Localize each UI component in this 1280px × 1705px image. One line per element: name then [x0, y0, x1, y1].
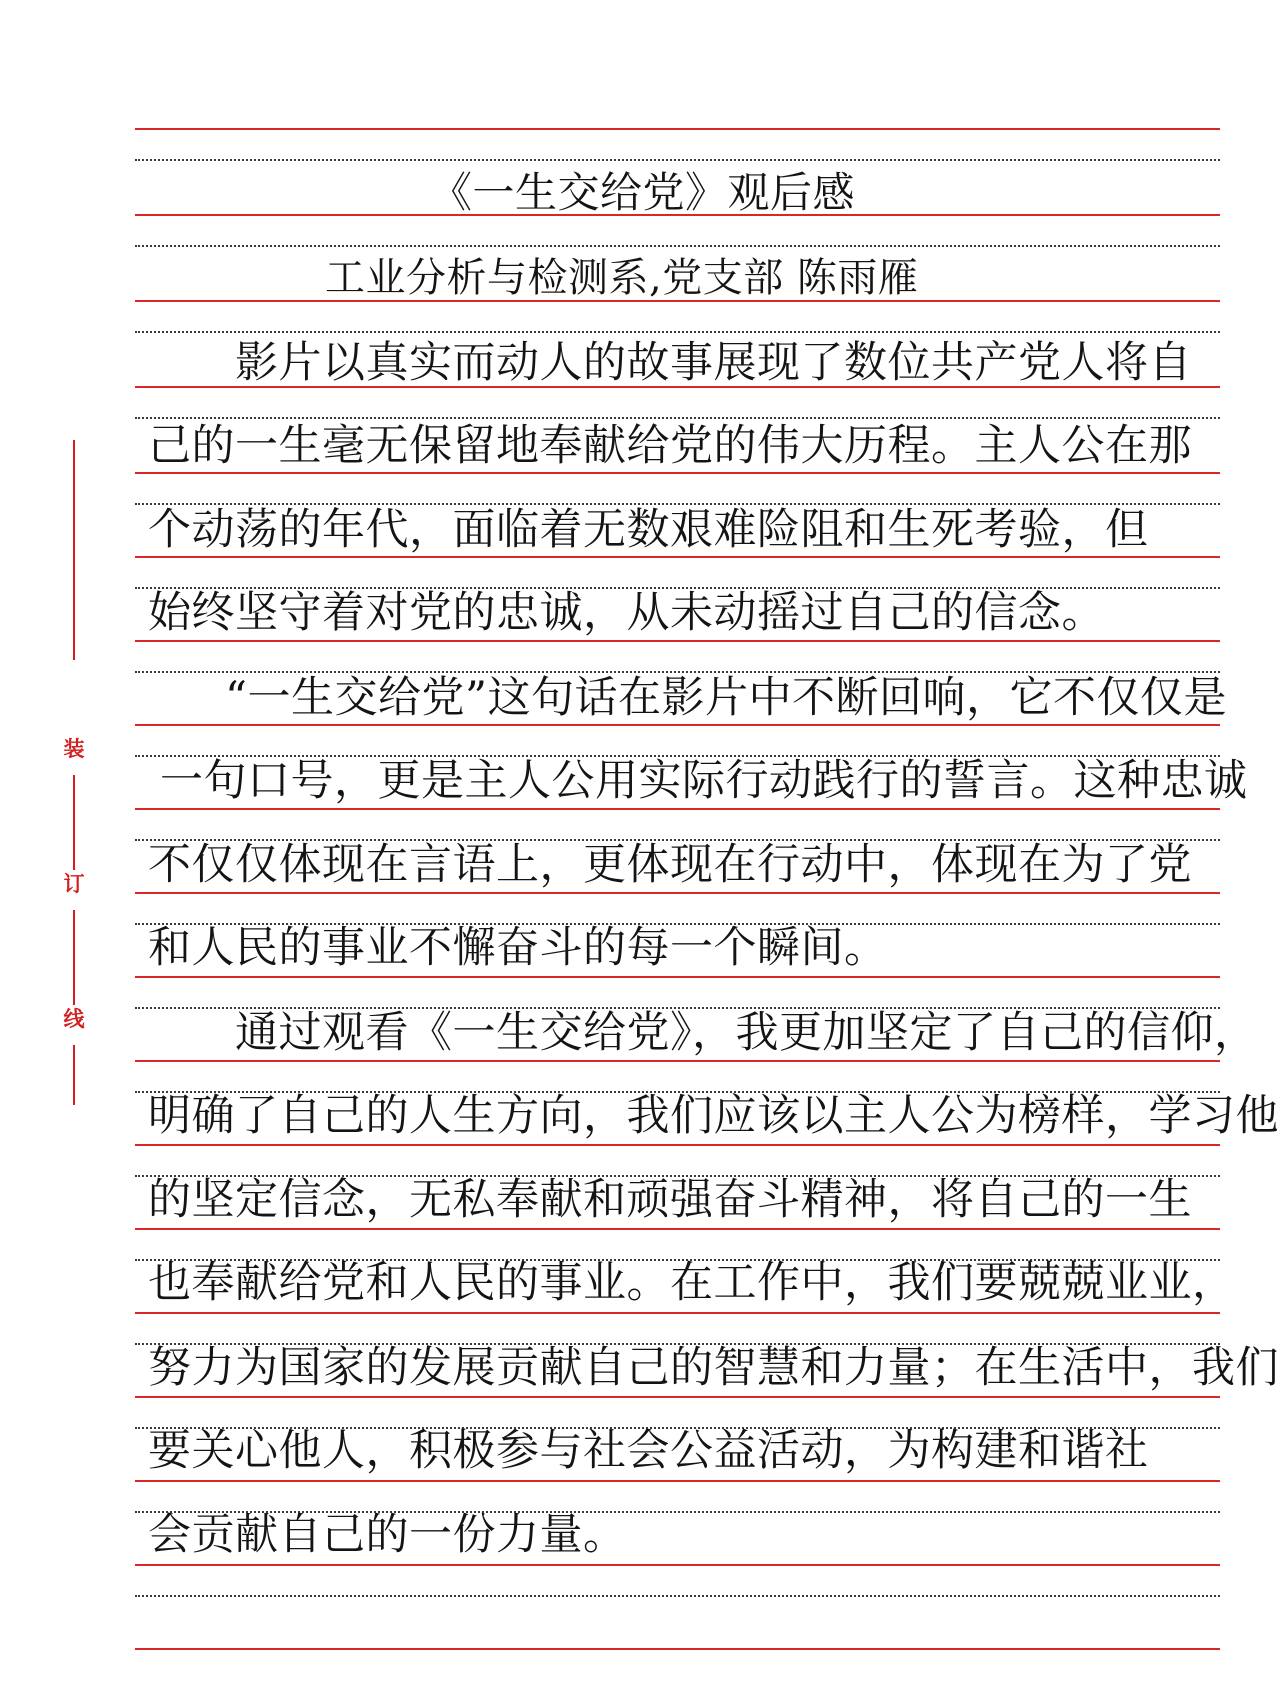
red-rule-line — [135, 1648, 1220, 1650]
binding-char-xian: 线 — [60, 1005, 88, 1033]
red-rule-line — [135, 1312, 1220, 1314]
body-line-10: 明确了自己的人生方向，我们应该以主人公为榜样，学习他 — [148, 1091, 1279, 1141]
body-line-7: 不仅仅体现在言语上，更体现在行动中，体现在为了党 — [148, 840, 1192, 890]
body-line-13: 努力为国家的发展贡献自己的智慧和力量；在生活中，我们 — [148, 1343, 1279, 1393]
red-rule-line — [135, 1144, 1220, 1146]
body-line-15: 会贡献自己的一份力量。 — [148, 1510, 627, 1560]
binding-line-middle — [73, 775, 75, 870]
body-line-9: 通过观看《一生交给党》，我更加坚定了自己的信仰， — [235, 1008, 1258, 1058]
binding-char-ding: 订 — [60, 870, 88, 898]
body-line-4: 始终坚守着对党的忠诚，从未动摇过自己的信念。 — [148, 588, 1105, 638]
dotted-rule-line — [135, 331, 1220, 333]
dotted-rule-line — [135, 159, 1220, 161]
body-line-3: 个动荡的年代，面临着无数艰难险阻和生死考验，但 — [148, 505, 1149, 555]
body-line-11: 的坚定信念，无私奉献和顽强奋斗精神，将自己的一生 — [148, 1175, 1192, 1225]
binding-char-zhuang: 装 — [60, 735, 88, 763]
body-line-1: 影片以真实而动人的故事展现了数位共产党人将自 — [235, 338, 1192, 388]
red-rule-line — [135, 976, 1220, 978]
binding-line-bottom — [73, 1045, 75, 1105]
body-line-8: 和人民的事业不懈奋斗的每一个瞬间。 — [148, 923, 888, 973]
document-title: 《一生交给党》观后感 — [430, 168, 856, 217]
red-rule-line — [135, 1228, 1220, 1230]
red-rule-line — [135, 128, 1220, 130]
red-rule-line — [135, 1564, 1220, 1566]
body-line-6: 一句口号，更是主人公用实际行动践行的誓言。这种忠诚 — [160, 756, 1248, 806]
document-byline: 工业分析与检测系,党支部 陈雨雁 — [325, 255, 919, 301]
binding-line-lower — [73, 910, 75, 1005]
red-rule-line — [135, 1396, 1220, 1398]
body-line-12: 也奉献给党和人民的事业。在工作中，我们要兢兢业业， — [148, 1258, 1236, 1308]
binding-line-top — [73, 440, 75, 660]
body-line-2: 己的一生毫无保留地奉献给党的伟大历程。主人公在那 — [148, 421, 1192, 471]
red-rule-line — [135, 1480, 1220, 1482]
dotted-rule-line — [135, 245, 1220, 247]
dotted-rule-line — [135, 1595, 1220, 1597]
body-line-14: 要关心他人，积极参与社会公益活动，为构建和谐社 — [148, 1426, 1149, 1476]
body-line-5: “一生交给党”这句话在影片中不断回响，它不仅仅是 — [225, 673, 1227, 723]
